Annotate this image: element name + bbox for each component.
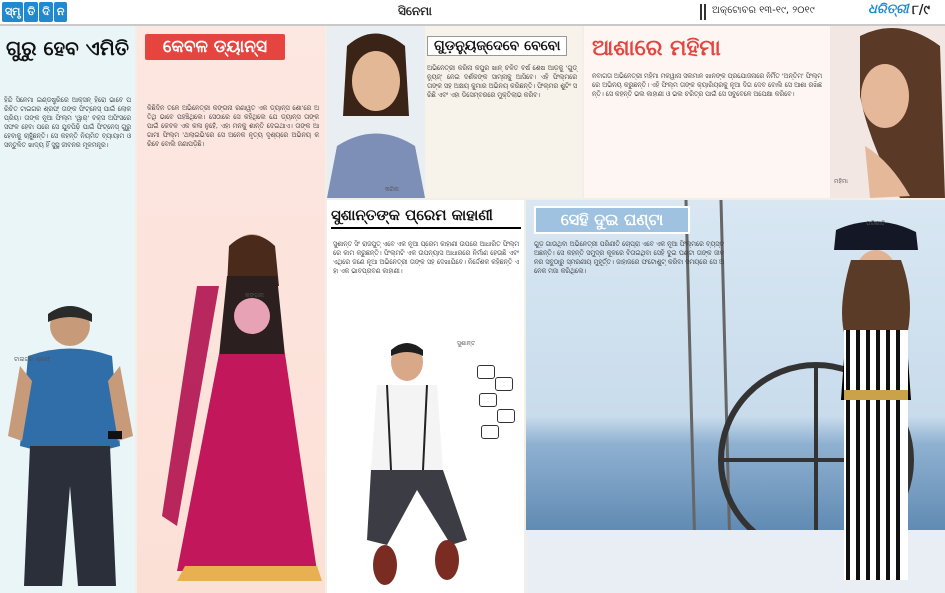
speech-bubble-graphic <box>477 365 517 445</box>
logo-letter: ସ୍ମୃ <box>2 2 23 22</box>
kareena-photo <box>327 26 425 198</box>
article-guru <box>0 26 135 593</box>
section-name: ସିନେମା <box>398 4 432 18</box>
header-rail-decoration <box>700 4 708 20</box>
article-title: ଗୁଡ଼ନ୍ୟୁଜ୍‌ଦେବେ ବେବୋ <box>427 36 567 56</box>
bubble <box>477 365 495 379</box>
article-body: ସୁଶାନ୍ତ ସିଂ ରାଜପୁତ୍ ଏବେ ଏକ ନୂଆ ପ୍ରେମ କାହାଣୀ ଉପରେ ଆଧାରିତ ଫିଲ୍ମରେ କାମ କରୁଛନ୍ତି। ଫିଲ୍ମଟି ଏକ ଉପନ୍ୟାସ ଆଧାରରେ ନିର୍ମାଣ ହେଉଛି ଏବଂ ଏଥିରେ ଜଣେ ନୂଆ ଅଭିନେତ୍ରୀ ତାଙ୍କ ସହ ଦେଖାଯିବେ। ନିର୍ଦ୍ଦେଶକ କହିଛନ୍ତି ଏହା ଏକ ଭାବପ୍ରବଣ କାହାଣୀ। <box>333 241 519 275</box>
kangana-photo <box>157 226 322 591</box>
article-kebala <box>137 26 325 593</box>
article-sushant <box>327 200 524 593</box>
page-number: ୮/୯ <box>912 3 930 18</box>
parineeti-photo <box>806 220 945 593</box>
article-gossip <box>327 26 582 198</box>
article-title: ସୁଶାନ୍ତଙ୍କ ପ୍ରେମ କାହାଣୀ <box>331 206 521 229</box>
photo-credit: ପରିଣୀତି <box>866 220 886 227</box>
tiger-shroff-photo <box>8 296 133 586</box>
mahima-photo <box>830 26 945 198</box>
brand-name: ଧରିତ୍ରୀ <box>868 2 909 17</box>
article-title: ଗୁରୁ ହେବ ଏମିତି <box>6 36 130 60</box>
article-title: କେବଳ ଡ୍ୟାନ୍ସ <box>145 34 285 60</box>
photo-credit: ମହିମା <box>834 178 848 185</box>
photo-credit: କରିନା <box>385 186 399 193</box>
page-header <box>0 0 945 26</box>
bubble <box>479 393 497 407</box>
article-body: ଅଭିନେତ୍ରୀ କରିନା କପୁର ଖାନ୍ ଚଳିତ ବର୍ଷ ଶେଷ ଆଡ଼କୁ 'ଗୁଡ୍ ନ୍ୟୁଜ୍' ନେଇ ଦର୍ଶକଙ୍କ ସାମ୍ନାକୁ ଆସିବେ। ଏହି ଫିଲ୍ମରେ ତାଙ୍କ ସହ ଅକ୍ଷୟ କୁମାର ଅଭିନୟ କରିଛନ୍ତି। ଫିଲ୍ମର ଶୁଟିଂ ସରିଛି ଏବଂ ଏହା ଡିସେମ୍ବରରେ ମୁକ୍ତିଲାଭ କରିବ। <box>427 65 577 99</box>
issue-date: ଅକ୍ଟୋବର ୧୩-୧୯, ୨୦୧୯ <box>712 5 815 16</box>
photo-credit: ଟାଇଗର ଶ୍ରଫ୍ <box>14 356 51 363</box>
article-body: ଗୁଡ଼ ଗାଉଥିବା ଅଭିନେତ୍ରୀ ପରିଣୀତି ଚୋପ୍ରା ଏବେ ଏକ ନୂଆ ଫିଲ୍ମରେ ବ୍ୟସ୍ତ ଅଛନ୍ତି। ସେ କହନ୍ତି ସମୁଦ୍ର କୂଳରେ ବିତାଇଥିବା ସେହି ଦୁଇ ଘଣ୍ଟା ତାଙ୍କ ଜୀବନର ସବୁଠାରୁ ସ୍ମରଣୀୟ ମୁହୂର୍ତ୍ତ। ଜାହାଜରେ ଫଟୋଶୁଟ୍ କରିବା ସମୟରେ ସେ ଅନେକ ମଜା କରିଥିଲେ। <box>534 241 724 275</box>
article-title: ସେହି ଦୁଇ ଘଣ୍ଟା <box>534 206 690 234</box>
logo-letter: ନ <box>54 2 68 22</box>
bubble <box>497 409 515 423</box>
sushant-photo <box>347 340 477 592</box>
article-body: ହିନ୍ଦି ସିନେମା ଇଣ୍ଡଷ୍ଟ୍ରିରେ ଆକ୍ସନ୍ ହିରୋ ଭାବେ ପରିଚିତ ଟାଇଗର ଶ୍ରଫ୍ ତାଙ୍କ ଫିଟ୍ନେସ୍ ପାଇଁ ଲୋକପ୍ରିୟ। ତାଙ୍କ ନୂଆ ଫିଲ୍ମ 'ୱାର୍' ବକ୍ସ ଅଫିସରେ ସଫଳ ହେବା ପରେ ସେ ଯୁବପିଢ଼ି ପାଇଁ ଫିଟ୍ନେସ୍ ଗୁରୁ ହେବାକୁ ଚାହୁଁଛନ୍ତି। ସେ କହନ୍ତି ନିୟମିତ ବ୍ୟାୟାମ ଓ ସନ୍ତୁଳିତ ଖାଦ୍ୟ ହିଁ ସୁସ୍ଥ ଜୀବନର ମୂଳମନ୍ତ୍ର। <box>4 97 131 149</box>
photo-credit: ସୁଶାନ୍ତ <box>457 340 476 347</box>
logo-letter: ଦି <box>39 2 53 22</box>
logo-letter: ତି <box>24 2 38 22</box>
article-parineeti <box>526 200 945 593</box>
photo-credit: କଙ୍ଗନା <box>245 292 264 299</box>
article-body: କିଛିଦିନ ତଳେ ଅଭିନେତ୍ରୀ କଙ୍ଗନା ରଣାୱତ ଏକ ଡ୍ୟାନ୍ସ ଶୋ'ରେ ଅତିଥି ଭାବେ ପହଞ୍ଚିଥିଲେ। ସେଠାରେ ସେ କହିଥିଲେ ଯେ ଡ୍ୟାନ୍ସ ତାଙ୍କ ପାଇଁ କେବଳ ଏକ କଳା ନୁହେଁ, ଏହା ମନକୁ ଶାନ୍ତି ଦେଇଥାଏ। ତାଙ୍କ ଆଗାମୀ ଫିଲ୍ମ 'ଥଲାଇଭି'ରେ ସେ ଅନେକ ନୃତ୍ୟ ଦୃଶ୍ୟରେ ଅଭିନୟ କରିବେ ବୋଲି ଜଣାପଡ଼ିଛି। <box>147 105 319 148</box>
bubble <box>495 377 513 391</box>
article-title: ଆଶାରେ ମହିମା <box>592 36 721 61</box>
article-mahima <box>584 26 945 198</box>
bubble <box>481 425 499 439</box>
masthead-logo <box>2 2 67 22</box>
article-body: ନବାଗତା ଅଭିନେତ୍ରୀ ମହିମା ମକୱାନା ସଲମାନ ଖାନଙ୍କ ପ୍ରଯୋଜନାରେ ନିର୍ମିତ 'ଅନ୍ତିମ' ଫିଲ୍ମରେ ଅଭିନୟ କରୁଛନ୍ତି। ଏହି ଫିଲ୍ମ ତାଙ୍କ କ୍ୟାରିୟରକୁ ନୂଆ ଦିଗ ଦେବ ବୋଲି ସେ ଆଶା ରଖିଛନ୍ତି। ସେ କହନ୍ତି ଭଲ କାହାଣୀ ଓ ଭଲ ଚରିତ୍ର ପାଇଁ ସେ ସବୁବେଳେ ଅପେକ୍ଷା କରିବେ। <box>592 73 822 98</box>
